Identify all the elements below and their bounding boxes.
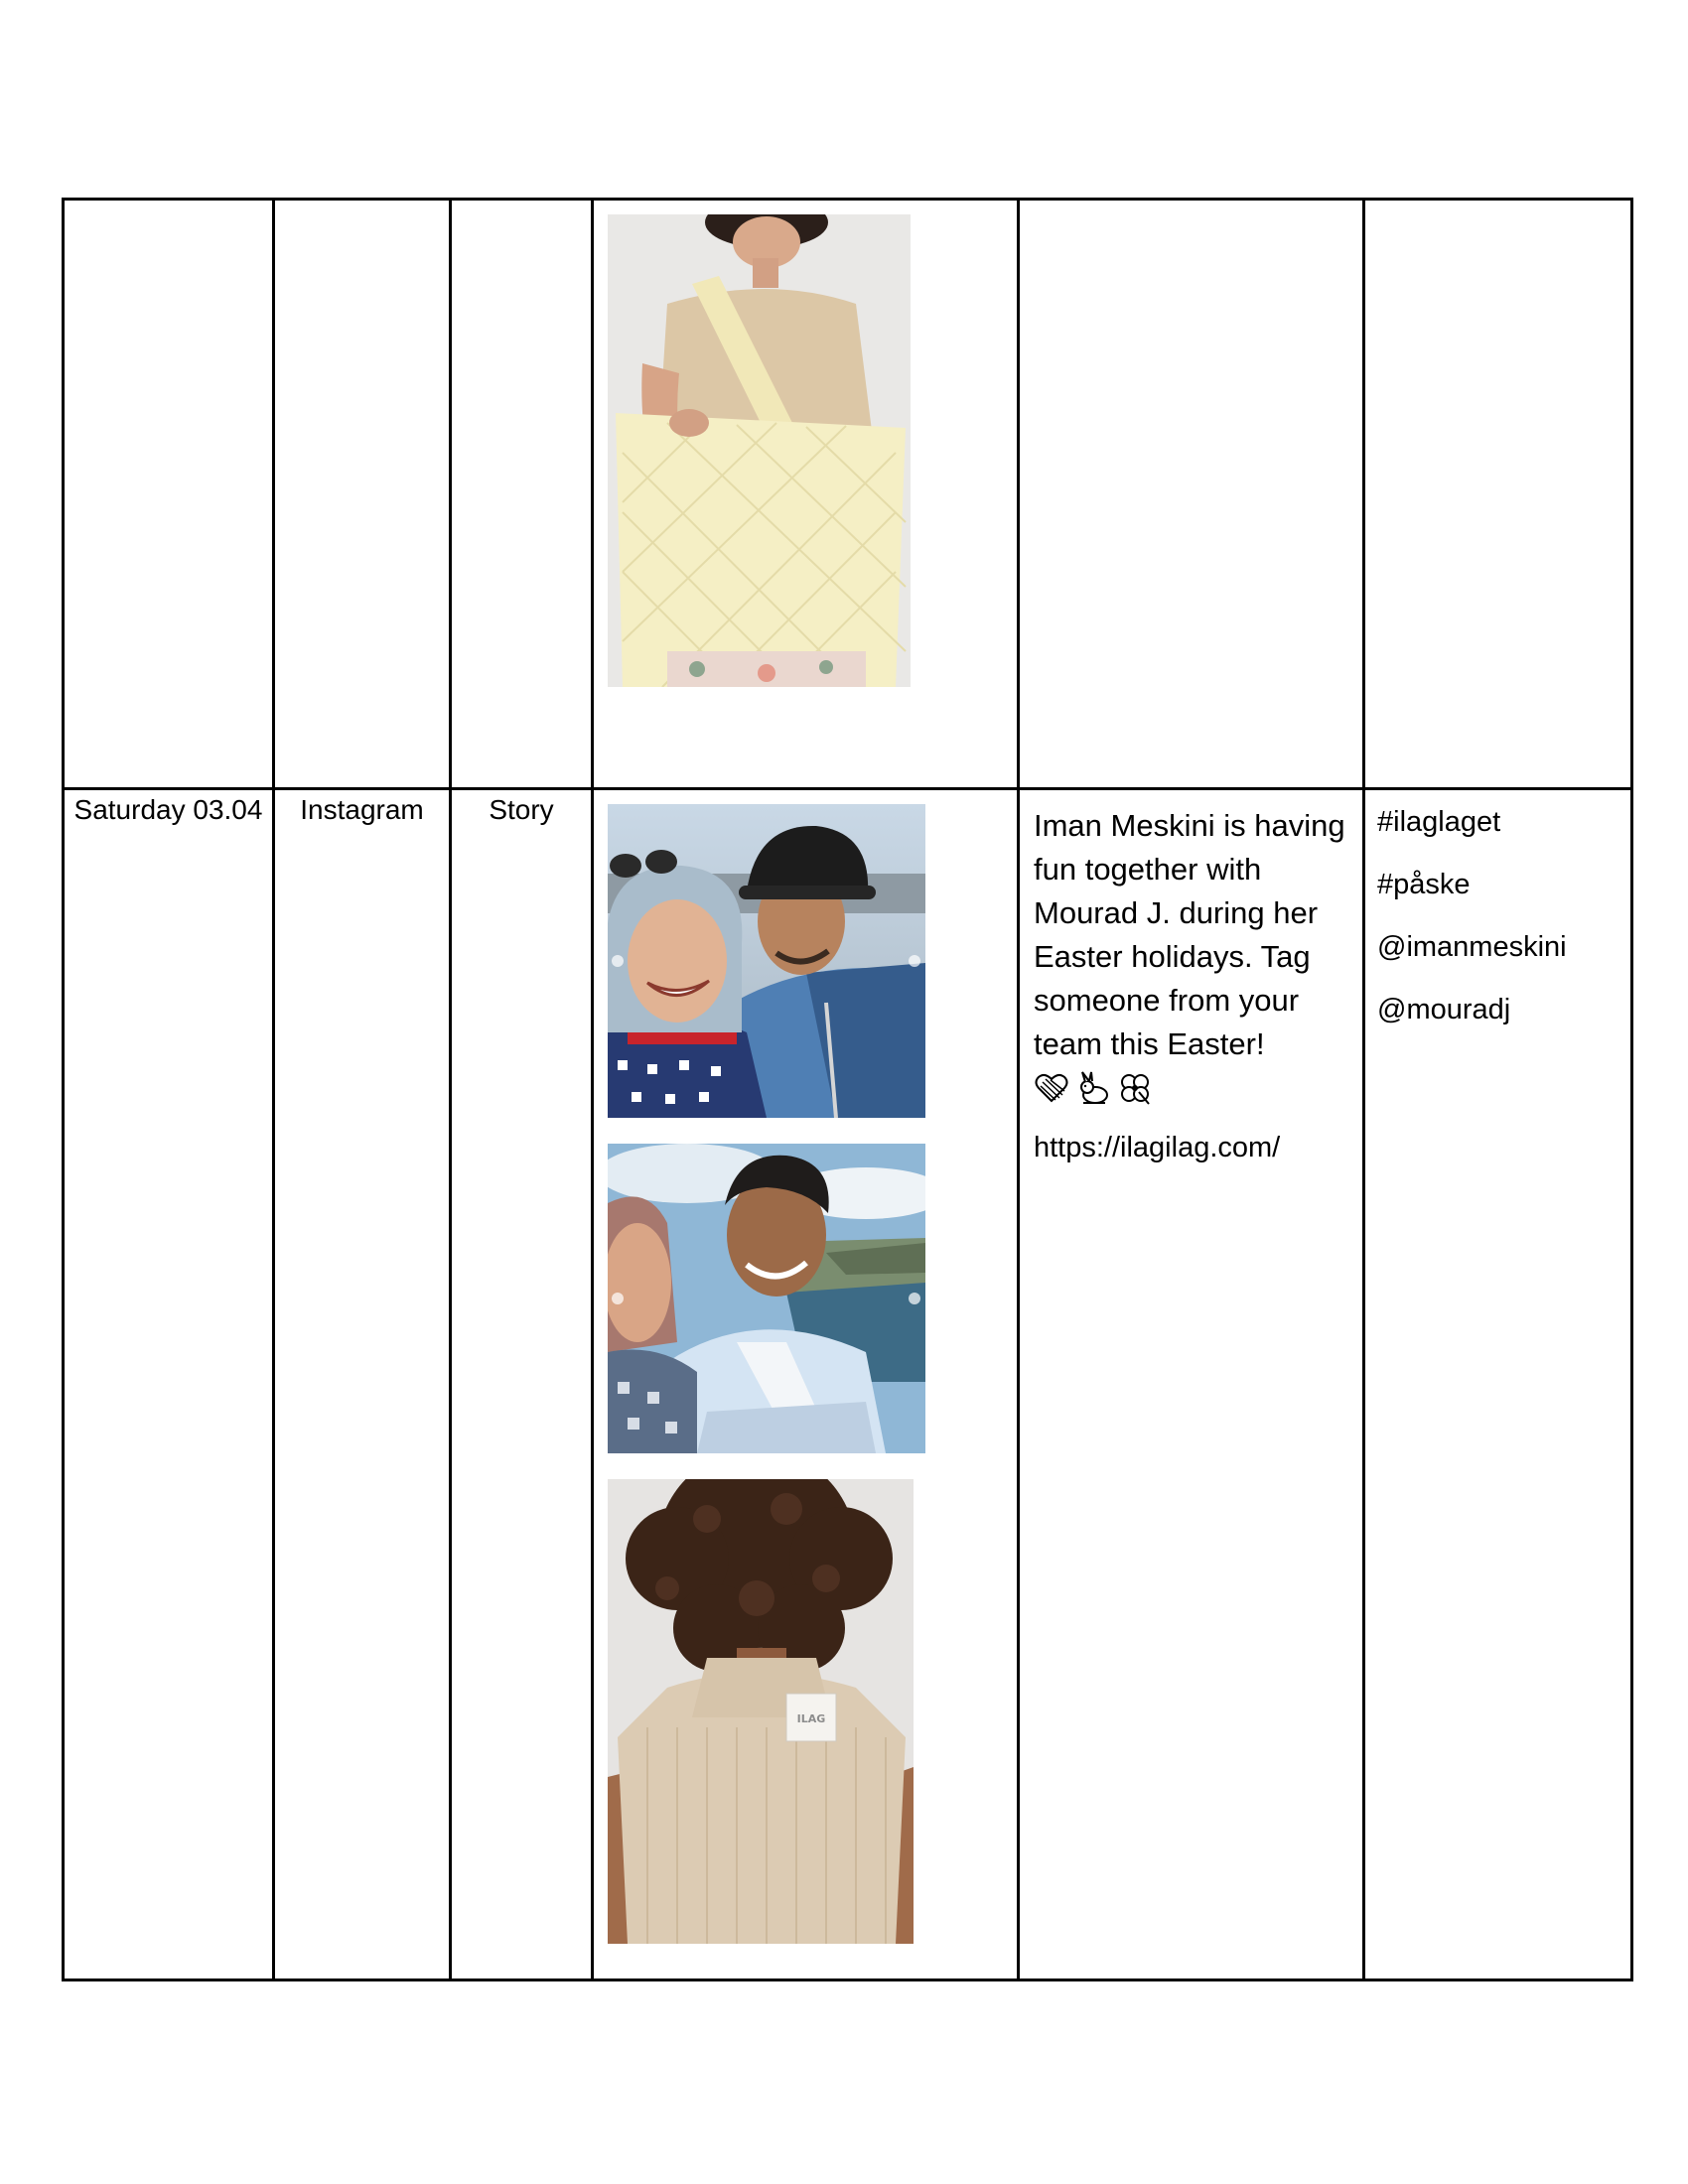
table-row: [64, 789, 1632, 1980]
couple-selfie-photo: [608, 804, 925, 1118]
content-plan-table: [62, 198, 1633, 1981]
format-cell: [451, 789, 593, 1980]
couple-fjord-photo: [608, 1144, 925, 1453]
mention-mouradj: @mouradj: [1377, 994, 1511, 1025]
ilag-label-text: ILAG: [796, 1712, 826, 1725]
visual-cell: [593, 789, 1019, 1980]
clover-icon: [1117, 1070, 1153, 1106]
visual-cell: [593, 200, 1019, 789]
platform-cell: [274, 789, 451, 1980]
knit-vest-photo: [608, 1479, 914, 1944]
hashtag-ilaglaget: #ilaglaget: [1377, 806, 1501, 838]
hashtag-paske: #påske: [1377, 869, 1471, 900]
date-cell: [64, 200, 274, 789]
tags-cell: [1364, 200, 1632, 789]
platform-text: Instagram: [300, 794, 424, 825]
tote-bag-photo: [608, 214, 911, 687]
date-cell: [64, 789, 274, 1980]
caption-text: Iman Meskini is having fun together with Mourad J. during her Easter holidays. Tag someone from your team this Easter!: [1034, 808, 1345, 1061]
format-text: Story: [489, 794, 554, 825]
heart-icon: [1034, 1070, 1069, 1106]
rabbit-icon: [1075, 1070, 1111, 1106]
format-cell: [451, 200, 593, 789]
platform-cell: [274, 200, 451, 789]
caption-cell: [1019, 200, 1364, 789]
mention-imanmeskini: @imanmeskini: [1377, 931, 1567, 963]
caption-cell: [1019, 789, 1364, 1980]
link-text[interactable]: https://ilagilag.com/: [1034, 1132, 1281, 1163]
emoji-row: [1034, 1068, 1348, 1108]
table-row: [64, 200, 1632, 789]
date-text: Saturday 03.04: [73, 794, 263, 825]
tags-cell: [1364, 789, 1632, 1980]
